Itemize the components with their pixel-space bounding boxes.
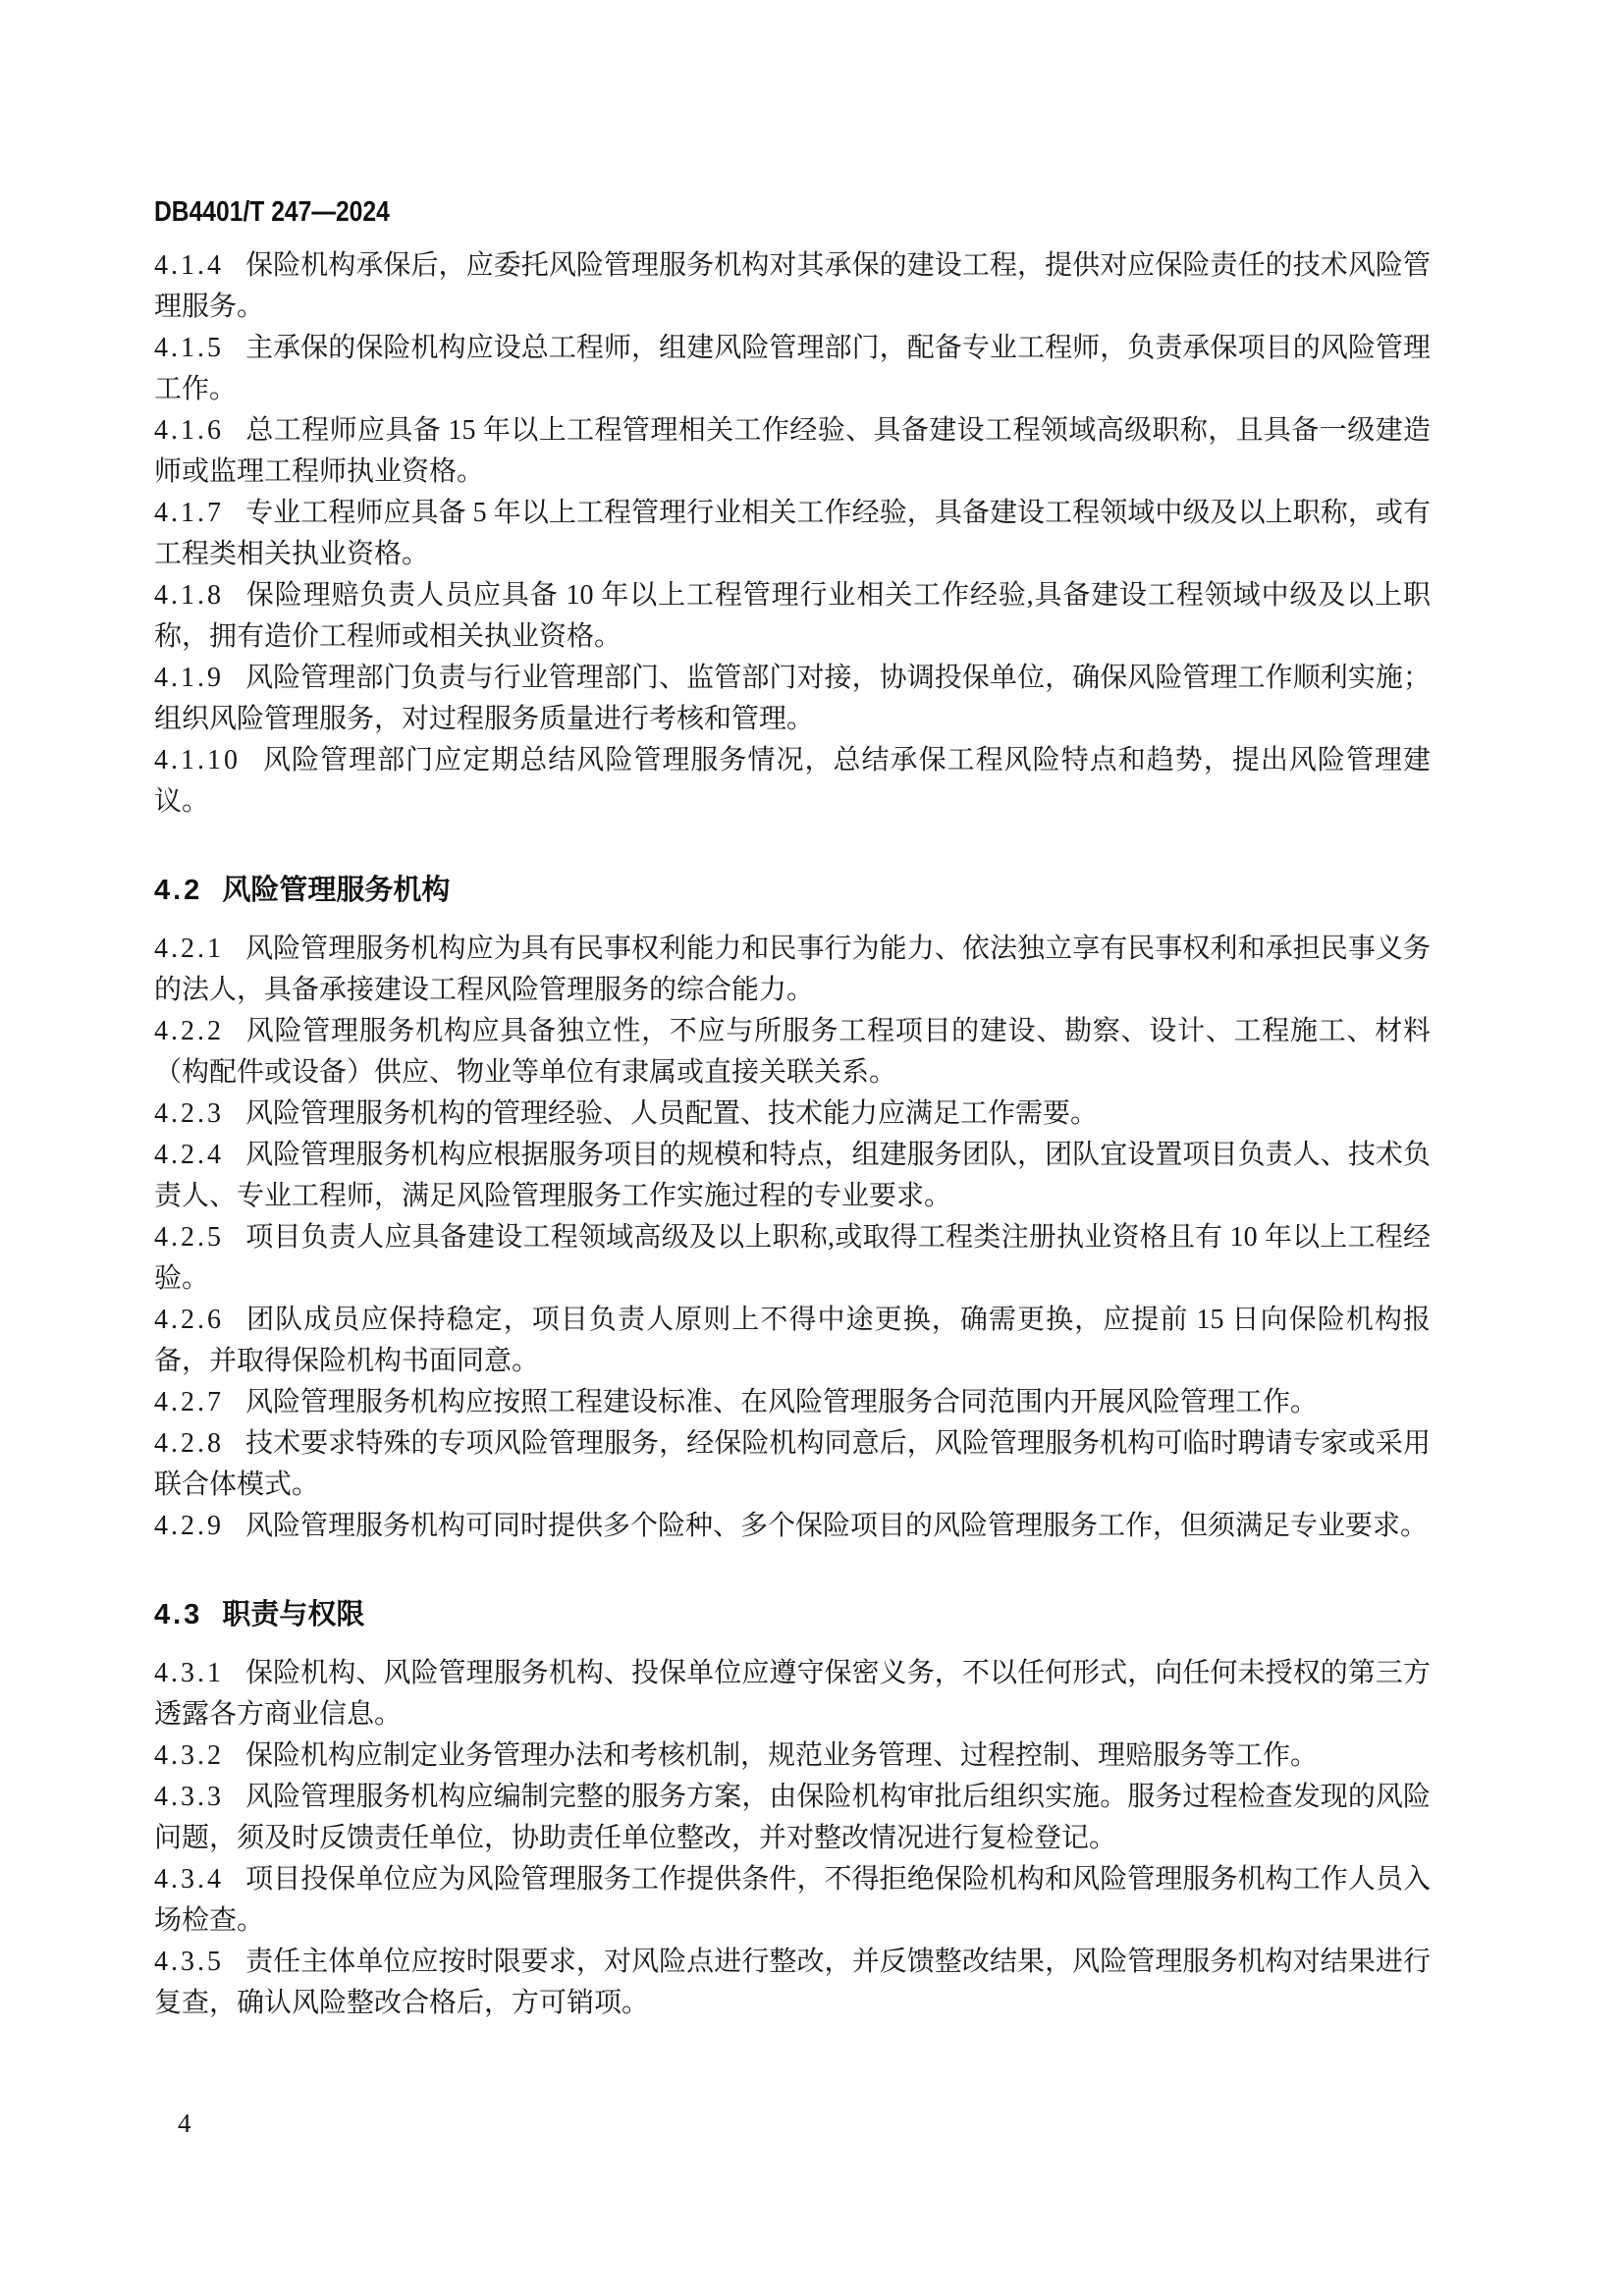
clause-number: 4.1.5 <box>154 333 224 363</box>
clause-paragraph <box>154 1942 1431 2024</box>
clause-text: 风险管理部门应定期总结风险管理服务情况，总结承保工程风险特点和趋势，提出风险管理建议。 <box>154 745 1431 817</box>
section-number: 4.3 <box>154 1599 203 1630</box>
clause-paragraph <box>154 929 1431 1011</box>
clause-paragraph <box>154 740 1431 823</box>
clause-text: 风险管理服务机构应具备独立性，不应与所服务工程项目的建设、勘察、设计、工程施工、材料（构配件或设备）供应、物业等单位有隶属或直接关联关系。 <box>154 1016 1431 1088</box>
section-number: 4.2 <box>154 875 203 906</box>
standard-code-header: DB4401/T 247—2024 <box>154 196 390 228</box>
clause-number: 4.2.4 <box>154 1140 224 1170</box>
clause-text: 风险管理服务机构应按照工程建设标准、在风险管理服务合同范围内开展风险管理工作。 <box>245 1387 1319 1417</box>
section-title: 职责与权限 <box>222 1599 365 1630</box>
clause-paragraph <box>154 410 1431 493</box>
clause-text: 风险管理服务机构应根据服务项目的规模和特点，组建服务团队，团队宜设置项目负责人、技术负责人、专业工程师，满足风险管理服务工作实施过程的专业要求。 <box>154 1140 1431 1211</box>
clause-number: 4.1.7 <box>154 498 224 528</box>
clause-number: 4.1.6 <box>154 415 224 446</box>
section-heading <box>154 870 1431 911</box>
clause-number: 4.3.4 <box>154 1864 224 1895</box>
clause-text: 责任主体单位应按时限要求，对风险点进行整改，并反馈整改结果，风险管理服务机构对结果进行复查，确认风险整改合格后，方可销项。 <box>154 1947 1431 2018</box>
clause-text: 项目负责人应具备建设工程领域高级及以上职称,或取得工程类注册执业资格且有 10 年以上工程经验。 <box>154 1222 1431 1294</box>
clause-number: 4.2.9 <box>154 1511 224 1541</box>
clause-paragraph <box>154 575 1431 658</box>
clause-number: 4.1.8 <box>154 580 224 611</box>
clause-text: 团队成员应保持稳定，项目负责人原则上不得中途更换，确需更换，应提前 15 日向保险机构报备，并取得保险机构书面同意。 <box>154 1305 1431 1376</box>
clause-number: 4.3.2 <box>154 1740 224 1771</box>
clause-paragraph <box>154 658 1431 740</box>
clause-number: 4.1.4 <box>154 250 224 281</box>
clause-number: 4.2.1 <box>154 934 224 964</box>
document-body <box>154 245 1431 2024</box>
clause-paragraph <box>154 1735 1431 1777</box>
clause-text: 保险机构、风险管理服务机构、投保单位应遵守保密义务，不以任何形式，向任何未授权的第三方透露各方商业信息。 <box>154 1658 1431 1730</box>
clause-paragraph <box>154 1506 1431 1547</box>
section-heading <box>154 1594 1431 1635</box>
clause-text: 风险管理服务机构应为具有民事权利能力和民事行为能力、依法独立享有民事权利和承担民事义务的法人，具备承接建设工程风险管理服务的综合能力。 <box>154 934 1431 1005</box>
clause-text: 主承保的保险机构应设总工程师，组建风险管理部门，配备专业工程师，负责承保项目的风险管理工作。 <box>154 333 1431 404</box>
clause-paragraph <box>154 1011 1431 1094</box>
clause-number: 4.1.9 <box>154 663 224 693</box>
clause-number: 4.2.3 <box>154 1098 224 1129</box>
clause-number: 4.3.3 <box>154 1782 224 1812</box>
clause-paragraph <box>154 1135 1431 1217</box>
clause-text: 保险理赔负责人员应具备 10 年以上工程管理行业相关工作经验,具备建设工程领域中级及以上职称，拥有造价工程师或相关执业资格。 <box>154 580 1431 652</box>
clause-text: 总工程师应具备 15 年以上工程管理相关工作经验、具备建设工程领域高级职称，且具备一级建造师或监理工程师执业资格。 <box>154 415 1431 487</box>
clause-paragraph <box>154 1382 1431 1423</box>
clause-paragraph <box>154 1300 1431 1382</box>
clause-number: 4.3.5 <box>154 1947 224 1977</box>
page-number: 4 <box>178 2109 191 2138</box>
clause-text: 保险机构承保后，应委托风险管理服务机构对其承保的建设工程，提供对应保险责任的技术风险管理服务。 <box>154 250 1431 322</box>
clause-number: 4.2.6 <box>154 1305 224 1335</box>
clause-number: 4.3.1 <box>154 1658 224 1688</box>
clause-text: 风险管理服务机构可同时提供多个险种、多个保险项目的风险管理服务工作，但须满足专业要求。 <box>245 1511 1429 1541</box>
clause-number: 4.2.2 <box>154 1016 224 1046</box>
clause-text: 保险机构应制定业务管理办法和考核机制，规范业务管理、过程控制、理赔服务等工作。 <box>245 1740 1319 1771</box>
section-title: 风险管理服务机构 <box>222 875 451 906</box>
clause-paragraph <box>154 1777 1431 1859</box>
clause-paragraph <box>154 328 1431 410</box>
clause-paragraph <box>154 493 1431 575</box>
clause-paragraph <box>154 245 1431 328</box>
clause-text: 风险管理服务机构应编制完整的服务方案，由保险机构审批后组织实施。服务过程检查发现的风险问题，须及时反馈责任单位，协助责任单位整改，并对整改情况进行复检登记。 <box>154 1782 1431 1853</box>
clause-text: 风险管理部门负责与行业管理部门、监管部门对接，协调投保单位，确保风险管理工作顺利实施；组织风险管理服务，对过程服务质量进行考核和管理。 <box>154 663 1431 734</box>
clause-paragraph <box>154 1094 1431 1135</box>
clause-paragraph <box>154 1423 1431 1506</box>
clause-text: 专业工程师应具备 5 年以上工程管理行业相关工作经验，具备建设工程领域中级及以上职称，或有工程类相关执业资格。 <box>154 498 1431 569</box>
clause-text: 技术要求特殊的专项风险管理服务，经保险机构同意后，风险管理服务机构可临时聘请专家或采用联合体模式。 <box>154 1428 1431 1500</box>
clause-paragraph <box>154 1217 1431 1300</box>
clause-text: 风险管理服务机构的管理经验、人员配置、技术能力应满足工作需要。 <box>245 1098 1099 1129</box>
clause-paragraph <box>154 1653 1431 1735</box>
clause-number: 4.2.5 <box>154 1222 224 1253</box>
clause-text: 项目投保单位应为风险管理服务工作提供条件，不得拒绝保险机构和风险管理服务机构工作人员入场检查。 <box>154 1864 1431 1936</box>
clause-number: 4.1.10 <box>154 745 241 775</box>
clause-number: 4.2.8 <box>154 1428 224 1459</box>
clause-paragraph <box>154 1859 1431 1942</box>
clause-number: 4.2.7 <box>154 1387 224 1417</box>
